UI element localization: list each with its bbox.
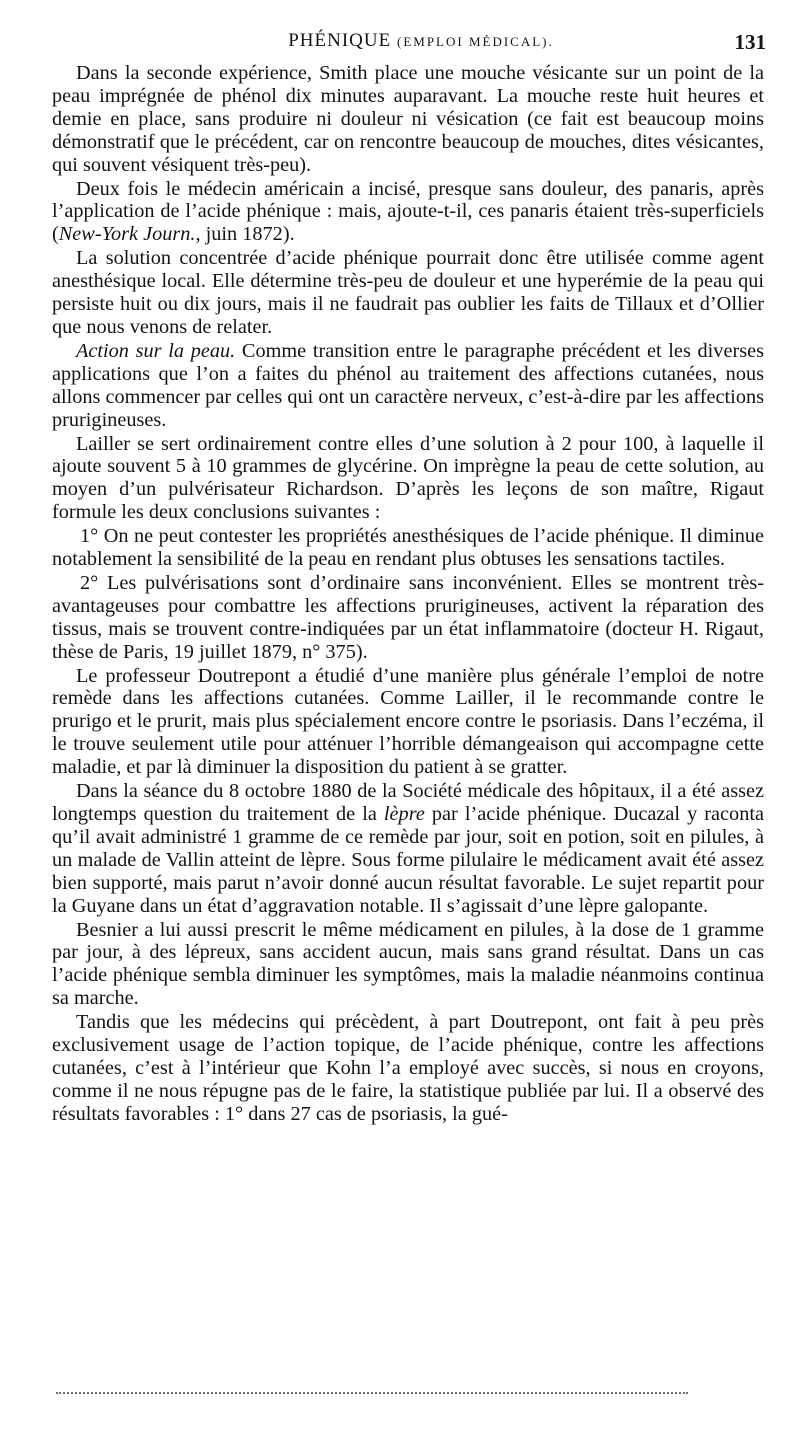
paragraph-doutrepont: Le professeur Doutrepont a étudié d’une manière plus générale l’emploi de notre remède dans les affections cutanées. Comme Lailler, il le recommande contre le prurigo et le prurit, mais plus spécialement encore contre le psoriasis. Dans l’eczéma, il le trouve seulement utile pour atténuer l’horrible démangeaison qui accompagne cette maladie, et par là diminuer la disposition du patient à se gratter. (52, 664, 764, 779)
paragraph-conclusion-2: 2° Les pulvérisations sont d’ordinaire sans inconvénient. Elles se montrent très-avantageuses pour combattre les affections prurigineuses, activent la réparation des tissus, mais se trouvent contre-indiquées par un état inflammatoire (docteur H. Rigaut, thèse de Paris, 19 juillet 1879, n° 375). (52, 571, 764, 663)
footer-dotted-rule (56, 1392, 688, 1394)
citation-new-york-journ: New-York Journ. (58, 223, 196, 246)
running-title (76, 30, 766, 52)
paragraph-lepre: Dans la séance du 8 octobre 1880 de la Société médicale des hôpitaux, il a été assez longtemps question du traitement de la lèpre par l’acide phénique. Ducazal y raconta qu’il avait administré 1 gramme de ce remède par jour, soit en potion, soit en pilules, à un malade de Vallin atteint de lèpre. Sous forme pilulaire le médicament avait été assez bien supporté, mais parut n’avoir donné aucun résultat favorable. Le sujet repartit pour la Guyane dans un état d’aggravation notable. Il s’agissait d’une lèpre galopante. (52, 780, 764, 917)
header-title: PHÉNIQUE (288, 30, 392, 51)
paragraph-conclusion-1: 1° On ne peut contester les propriétés anesthésiques de l’acide phénique. Il diminue notablement la sensibilité de la peau en rendant plus obtuses les sensations tactiles. (52, 525, 764, 571)
body-text (52, 62, 764, 1127)
page-number: 131 (734, 30, 766, 54)
term-lepre: lèpre (383, 803, 425, 825)
header-subtitle: (EMPLOI MÉDICAL). (396, 34, 554, 49)
running-header (76, 30, 766, 60)
paragraph-lailler: Lailler se sert ordinairement contre elles d’une solution à 2 pour 100, à laquelle il ajoute souvent 5 à 10 grammes de glycérine. On imprègne la peau de cette solution, au moyen d’un pulvérisateur Richardson. D’après les leçons de son maître, Rigaut formule les deux conclusions suivantes : (52, 432, 764, 524)
paragraph-besnier: Besnier a lui aussi prescrit le même médicament en pilules, à la dose de 1 gramme par jour, à des lépreux, sans accident aucun, mais sans grand résultat. Dans un cas l’acide phénique sembla diminuer les symptômes, mais la maladie néanmoins continua sa marche. (52, 918, 764, 1010)
paragraph-kohn: Tandis que les médecins qui précèdent, à part Doutrepont, ont fait à peu près exclusivement usage de l’action topique, de l’acide phénique, contre les affections cutanées, c’est à l’intérieur que Kohn l’a employé avec succès, si nous en croyons, comme il ne nous répugne pas de le faire, la statistique publiée par lui. Il a observé des résultats favorables : 1° dans 27 cas de psoriasis, la gué- (52, 1011, 764, 1125)
section-heading-action-sur-la-peau: Action sur la peau. (76, 339, 236, 362)
paragraph-anesthetic: La solution concentrée d’acide phénique pourrait donc être utilisée comme agent anesthésique local. Elle détermine très-peu de douleur et une hyperémie de la peau qui persiste huit ou dix jours, mais il ne faudrait pas oublier les faits de Tillaux et d’Ollier que nous venons de relater. (52, 247, 764, 338)
paragraph-smith-experiment: Dans la seconde expérience, Smith place une mouche vésicante sur un point de la peau imprégnée de phénol dix minutes auparavant. La mouche reste huit heures et demie en place, sans produire ni douleur ni vésication (ce fait est beaucoup moins démonstratif que le précédent, car on rencontre beaucoup de mouches, dites vésicantes, qui souvent vésiquent très-peu). (52, 62, 764, 176)
paragraph-panaris: Deux fois le médecin américain a incisé, presque sans douleur, des panaris, après l’application de l’acide phénique : mais, ajoute-t-il, ces panaris étaient très-superficiels (New-York Journ., juin 1872). (52, 177, 764, 246)
paragraph-action-sur-la-peau: Action sur la peau. Comme transition entre le paragraphe précédent et les diverses applications que l’on a faites du phénol au traitement des affections cutanées, nous allons commencer par celles qui ont un caractère nerveux, c’est-à-dire par les affections prurigineuses. (52, 339, 764, 431)
